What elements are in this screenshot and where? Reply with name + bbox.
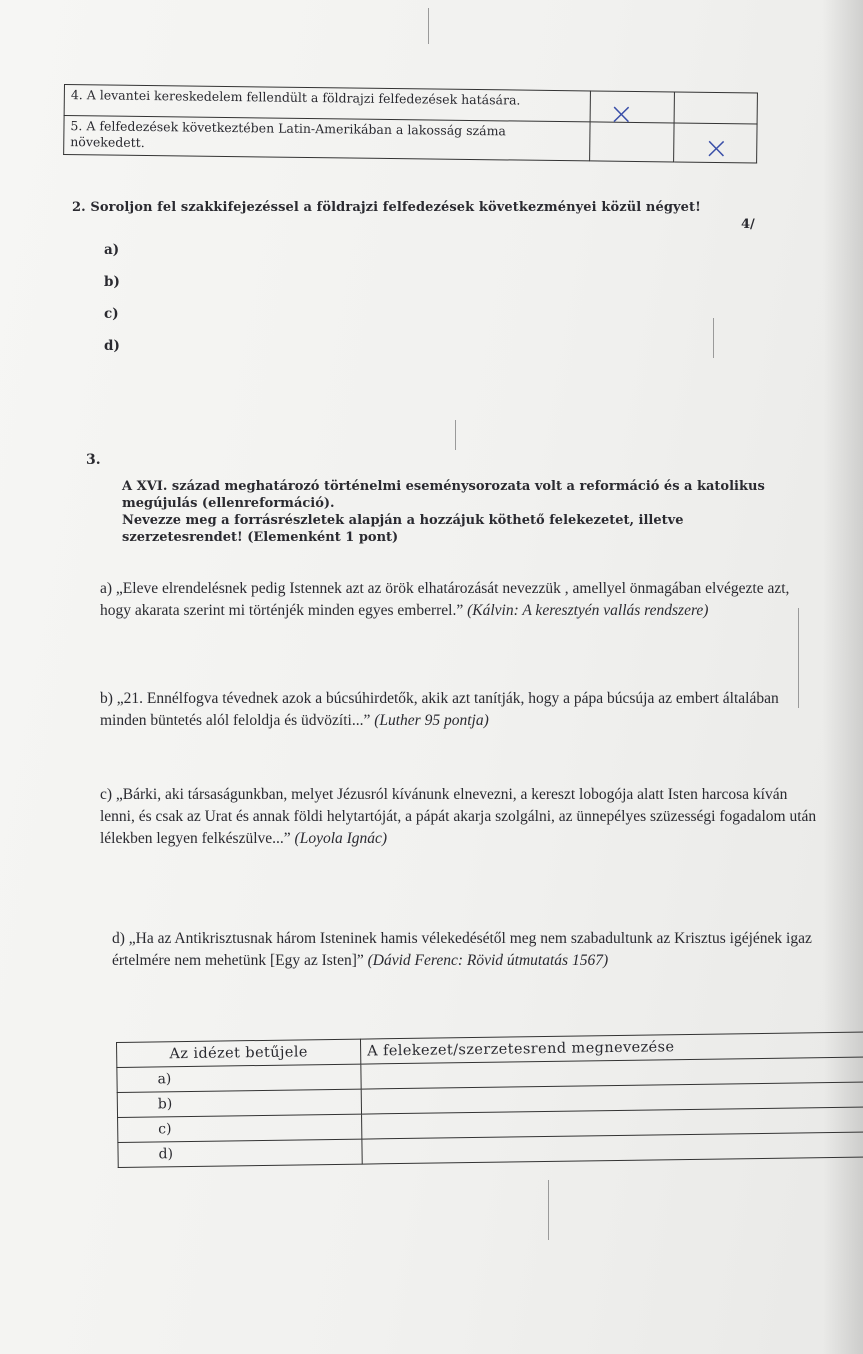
answer-line-b: b): [104, 274, 120, 290]
source-quote: „Bárki, aki társaságunkban, melyet Jézusról kívánunk elnevezni, a kereszt lobogója alatt Isten harcosa kíván lenni, és csak az Urat és annak földi helytartóját, a pápát akarja szolgálni, az ünnepélyes szüzességi fogadalom után lélekben legyen felkészülve...”: [100, 786, 817, 847]
pencil-mark: [548, 1180, 549, 1240]
source-c: [100, 784, 822, 850]
answer-box[interactable]: [673, 123, 757, 167]
source-citation: (Loyola Ignác): [294, 830, 388, 847]
source-d: [112, 928, 824, 972]
source-citation: (Luther 95 pontja): [374, 712, 489, 729]
answer-box[interactable]: [590, 122, 674, 162]
table-row: [64, 116, 757, 163]
answer-table: [116, 1031, 863, 1168]
source-letter: d): [112, 930, 125, 947]
pencil-mark: [455, 420, 456, 450]
intro-line-1: A XVI. század meghatározó történelmi eseménysorozata volt a reformáció és a katolikus megújulás (ellenreformáció).: [122, 479, 765, 511]
source-letter: a): [100, 580, 113, 597]
handwritten-x-mark: ×: [703, 130, 730, 167]
answer-box[interactable]: [590, 91, 674, 132]
handwritten-x-mark: ×: [608, 96, 635, 132]
answer-box[interactable]: [674, 92, 758, 124]
question-3-intro: [122, 478, 802, 546]
row-letter: b): [117, 1089, 361, 1117]
source-quote: „21. Ennélfogva tévednek azok a búcsúhirdetők, akik azt tanítják, hogy a pápa búcsúja az embert általában minden büntetés alól feloldja és üdvözíti...”: [100, 690, 779, 729]
answer-line-c: c): [104, 306, 119, 322]
pencil-mark: [428, 8, 429, 44]
source-b: [100, 688, 822, 732]
question-3-number: 3.: [86, 452, 101, 468]
source-letter: c): [100, 786, 113, 803]
source-citation: (Kálvin: A keresztyén vallás rendszere): [467, 602, 709, 619]
intro-line-2: Nevezze meg a forrásrészletek alapján a hozzájuk köthető felekezetet, illetve szerzetesrendet! (Elemenként 1 pont): [122, 513, 684, 545]
source-quote: „Ha az Antikrisztusnak három Isteninek hamis vélekedésétől meg nem szabadultunk az Krisztus igéjének igaz értelmére nem mehetünk [Egy az Isten]”: [112, 930, 812, 969]
statement-cell: 4. A levantei kereskedelem fellendült a földrajzi felfedezések hatására.: [64, 85, 590, 122]
source-a: [100, 578, 822, 622]
source-letter: b): [100, 690, 113, 707]
question-2-text: 2. Soroljon fel szakkifejezéssel a földrajzi felfedezések következményei közül négyet!: [72, 200, 701, 215]
answer-line-a: a): [104, 242, 120, 258]
row-letter: a): [117, 1064, 361, 1092]
row-letter: c): [118, 1114, 362, 1142]
statement-cell: 5. A felfedezések következtében Latin-Amerikában a lakosság száma növekedett.: [64, 116, 590, 161]
pencil-mark: [713, 318, 714, 358]
source-citation: (Dávid Ferenc: Rövid útmutatás 1567): [367, 952, 609, 969]
column-header-denomination: A felekezet/szerzetesrend megnevezése: [360, 1032, 863, 1064]
row-letter: d): [118, 1139, 362, 1167]
question-2-points: 4/: [741, 217, 755, 232]
answer-line-d: d): [104, 338, 120, 354]
source-quote: „Eleve elrendelésnek pedig Istennek azt az örök elhatározását nevezzük , amellyel önmagában elvégezte azt, hogy akarata szerint mi történjék minden egyes emberrel.”: [100, 580, 790, 619]
true-false-table: [63, 84, 758, 167]
column-header-letter: Az idézet betűjele: [117, 1039, 361, 1067]
